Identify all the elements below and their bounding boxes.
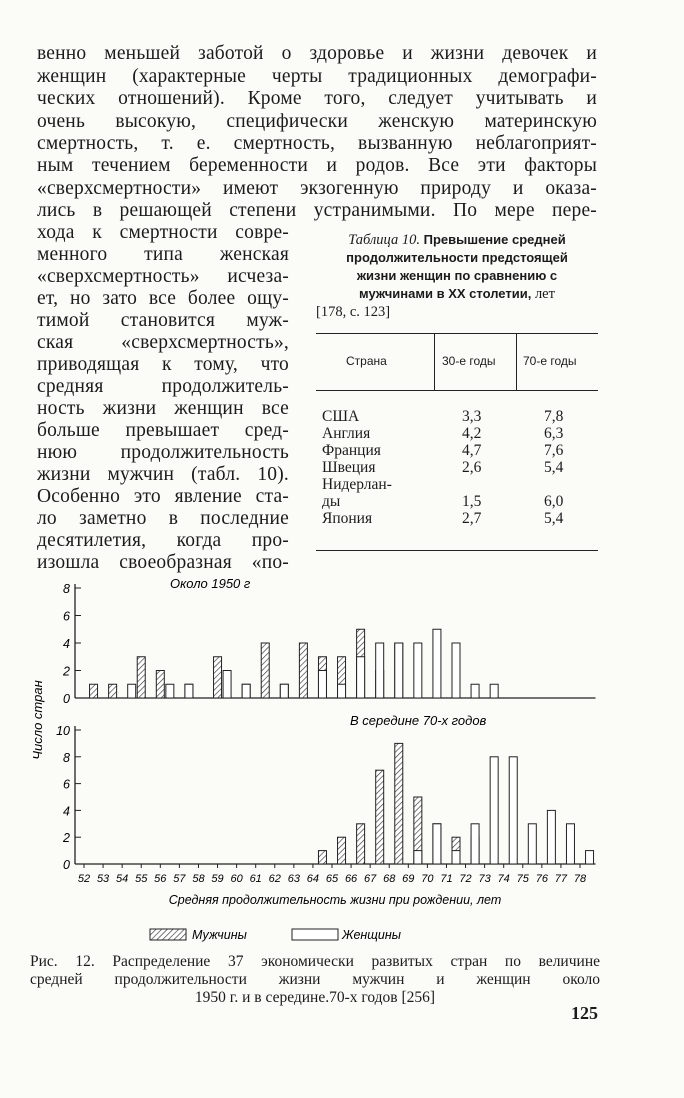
table-cell-country: Англия <box>322 425 371 442</box>
bar-women <box>586 851 594 864</box>
y-tick-label: 0 <box>63 858 70 872</box>
bar-women <box>376 643 384 698</box>
x-tick-label: 66 <box>344 873 358 885</box>
text-line: ло заметно в последние <box>37 508 289 529</box>
table-cell-country: Швеция <box>322 459 376 476</box>
bar-men <box>137 657 145 698</box>
bar-men <box>338 837 346 864</box>
panel-1950 <box>62 576 595 706</box>
bar-women <box>166 684 174 698</box>
figure-caption-line: Рис. 12. Распределение 37 экономически развитых стран по величине <box>30 953 600 970</box>
bar-men <box>395 743 403 864</box>
x-tick-label: 57 <box>173 873 186 885</box>
bar-women <box>490 757 498 864</box>
bar-women <box>547 810 555 864</box>
bar-women <box>452 643 460 698</box>
x-tick-label: 78 <box>573 873 587 885</box>
bar-men <box>357 824 365 864</box>
x-tick-label: 56 <box>154 873 167 885</box>
x-tick-label: 68 <box>383 873 396 885</box>
table-cell-70s: 7,8 <box>544 408 564 425</box>
table-cell-70s: 5,4 <box>544 459 564 476</box>
figure-caption-line: 1950 г. и в середине.70-х годов [256] <box>194 989 436 1006</box>
x-tick-label: 69 <box>402 873 415 885</box>
x-tick-label: 71 <box>440 873 453 885</box>
bar-men <box>299 643 307 698</box>
bar-women <box>223 671 231 699</box>
y-tick-label: 6 <box>63 609 70 624</box>
data-table <box>316 333 598 551</box>
table-caption-line <box>316 285 598 304</box>
table-cell-70s: 7,6 <box>544 442 564 459</box>
y-tick-label: 0 <box>63 692 70 706</box>
x-tick-label: 75 <box>516 873 529 885</box>
x-tick-label: 74 <box>497 873 510 885</box>
bar-women <box>414 643 422 698</box>
table-title-part: Превышение средней <box>423 232 566 247</box>
legend-swatch-men <box>150 929 186 940</box>
table-cell-country: США <box>322 408 360 425</box>
text-line: ность жизни женщин все <box>37 398 289 419</box>
text-line: ская «сверхсмертность», <box>37 332 289 353</box>
table-cell-70s: 6,0 <box>544 493 564 510</box>
bar-women <box>395 643 403 698</box>
table-cell-country: Франция <box>322 442 381 459</box>
x-tick-label: 64 <box>306 873 320 885</box>
text-line: женщин (характерные черты традиционных демографи- <box>37 66 597 87</box>
table-cell-30s: 2,7 <box>462 510 482 527</box>
y-tick-label: 2 <box>63 831 70 846</box>
text-line: ческих отношений). Кроме того, следует учитывать и <box>37 88 597 109</box>
text-line: лись в решающей степени устранимыми. По мере пере- <box>37 200 597 221</box>
x-tick-label: 54 <box>116 873 129 885</box>
text-line: приводящая к тому, что <box>37 354 289 375</box>
table-cell-70s: 5,4 <box>544 510 564 527</box>
table-header-country: Страна <box>346 354 387 368</box>
bar-men <box>109 684 117 698</box>
panel-title: В середине 70-х годов <box>350 713 487 728</box>
x-tick-label: 55 <box>135 873 148 885</box>
bar-men <box>90 684 98 698</box>
x-tick-label: 53 <box>96 873 110 885</box>
page-number: 125 <box>571 1003 598 1023</box>
figure-caption-line: средней продолжительности жизни мужчин и женщин около <box>30 971 600 988</box>
legend-label-women: Женщины <box>342 928 401 942</box>
table-cell-30s: 4,2 <box>462 425 482 442</box>
y-tick-label: 4 <box>63 804 70 819</box>
table-number: Таблица 10. <box>348 232 420 248</box>
x-tick-label: 67 <box>364 873 377 885</box>
x-tick-label: 62 <box>268 873 281 885</box>
y-tick-label: 8 <box>63 750 70 765</box>
x-tick-label: 70 <box>421 873 434 885</box>
legend <box>150 928 401 942</box>
text-line: ет, но зато все более ощу- <box>37 288 289 309</box>
table-title-part: продолжительности предстоящей <box>346 250 568 265</box>
table-cell-70s: 6,3 <box>544 425 564 442</box>
figure-histograms <box>0 570 684 950</box>
bar-women <box>471 824 479 864</box>
table-header <box>316 334 598 391</box>
bar-women <box>509 757 517 864</box>
text-line: очень высокую, специфически женскую материнскую <box>37 111 597 132</box>
table-cell-country: Япония <box>322 510 373 527</box>
table-caption-line <box>316 267 598 286</box>
text-line: «сверхсмертность» исчеза- <box>37 266 289 287</box>
y-tick-label: 8 <box>63 582 70 596</box>
table-caption-line <box>316 249 598 268</box>
table-cell-30s: 3,3 <box>462 408 482 425</box>
bar-women <box>528 824 536 864</box>
bar-women <box>357 657 365 698</box>
bar-women <box>452 851 460 864</box>
table-divider <box>516 334 517 390</box>
bar-women <box>414 851 422 864</box>
x-tick-label: 76 <box>535 873 548 885</box>
bar-women <box>280 684 288 698</box>
text-line: жизни мужчин (табл. 10). <box>37 464 289 485</box>
table-cell-country: ды <box>322 493 341 510</box>
text-line: тимой становится муж- <box>37 310 289 331</box>
table-title-part: мужчинами в XX столетии, <box>359 286 532 301</box>
bar-women <box>128 684 136 698</box>
table-cell-30s: 1,5 <box>462 493 482 510</box>
text-line: десятилетия, когда про- <box>37 530 289 551</box>
bar-women <box>242 684 250 698</box>
y-tick-label: 6 <box>63 777 70 792</box>
histogram-chart <box>0 570 684 950</box>
text-line: больше превышает сред- <box>37 420 289 441</box>
text-line: венно меньшей заботой о здоровье и жизни девочек и <box>37 43 597 64</box>
text-line: ным течением беременности и родов. Все эти факторы <box>37 155 597 176</box>
y-tick-label: 10 <box>56 724 70 738</box>
table-header-30s: 30-е годы <box>442 354 496 368</box>
x-tick-label: 61 <box>249 873 262 885</box>
text-line: менного типа женская <box>37 244 289 265</box>
bar-women <box>566 824 574 864</box>
table-title-part: жизни женщин по сравнению с <box>356 268 558 283</box>
table-source: [178, с. 123] <box>316 304 391 320</box>
bar-men <box>261 643 269 698</box>
x-tick-label: 72 <box>459 873 472 885</box>
panel-1970s <box>56 713 595 885</box>
text-line: Особенно это явление ста- <box>37 486 289 507</box>
bar-men <box>214 657 222 698</box>
x-tick-label: 58 <box>192 873 205 885</box>
table-cell-30s: 2,6 <box>462 459 482 476</box>
table-unit: лет <box>534 286 555 302</box>
x-tick-label: 59 <box>211 873 224 885</box>
bar-women <box>433 629 441 698</box>
bar-women <box>338 684 346 698</box>
x-tick-label: 60 <box>230 873 243 885</box>
x-tick-label: 63 <box>287 873 300 885</box>
table-cell-30s: 4,7 <box>462 442 482 459</box>
y-axis-label: Число стран <box>30 680 45 760</box>
bar-women <box>490 684 498 698</box>
legend-swatch-women <box>292 929 338 940</box>
text-line: смертность, т. е. смертность, вызванную неблагоприят- <box>37 133 597 154</box>
table-header-70s: 70-е годы <box>523 354 577 368</box>
table-caption-line <box>316 303 598 322</box>
text-line: «сверхсмертности» имеют экзогенную природу и оказа- <box>37 178 597 199</box>
text-line: изошла своеобразная «по- <box>37 552 289 573</box>
bar-women <box>471 684 479 698</box>
legend-label-men: Мужчины <box>192 928 247 942</box>
x-tick-label: 73 <box>478 873 491 885</box>
bar-women <box>185 684 193 698</box>
bar-men <box>156 671 164 699</box>
y-tick-label: 2 <box>63 664 70 679</box>
table-caption-line <box>316 231 598 250</box>
table-cell-country: Нидерлан- <box>322 476 392 493</box>
x-tick-label: 77 <box>554 873 568 885</box>
x-tick-label: 52 <box>77 873 91 885</box>
bar-men <box>318 851 326 864</box>
text-line: нюю продолжительность <box>37 442 289 463</box>
bar-men <box>376 770 384 864</box>
bar-women <box>318 671 326 699</box>
bar-women <box>433 824 441 864</box>
x-axis-label: Средняя продолжительность жизни при рождении, лет <box>168 893 502 907</box>
x-tick-label: 65 <box>325 873 339 885</box>
text-line: средняя продолжитель- <box>37 376 289 397</box>
panel-title: Около 1950 г <box>170 576 251 591</box>
y-tick-label: 4 <box>63 637 70 651</box>
table-divider <box>434 334 435 390</box>
text-line: хода к смертности совре- <box>37 222 289 243</box>
